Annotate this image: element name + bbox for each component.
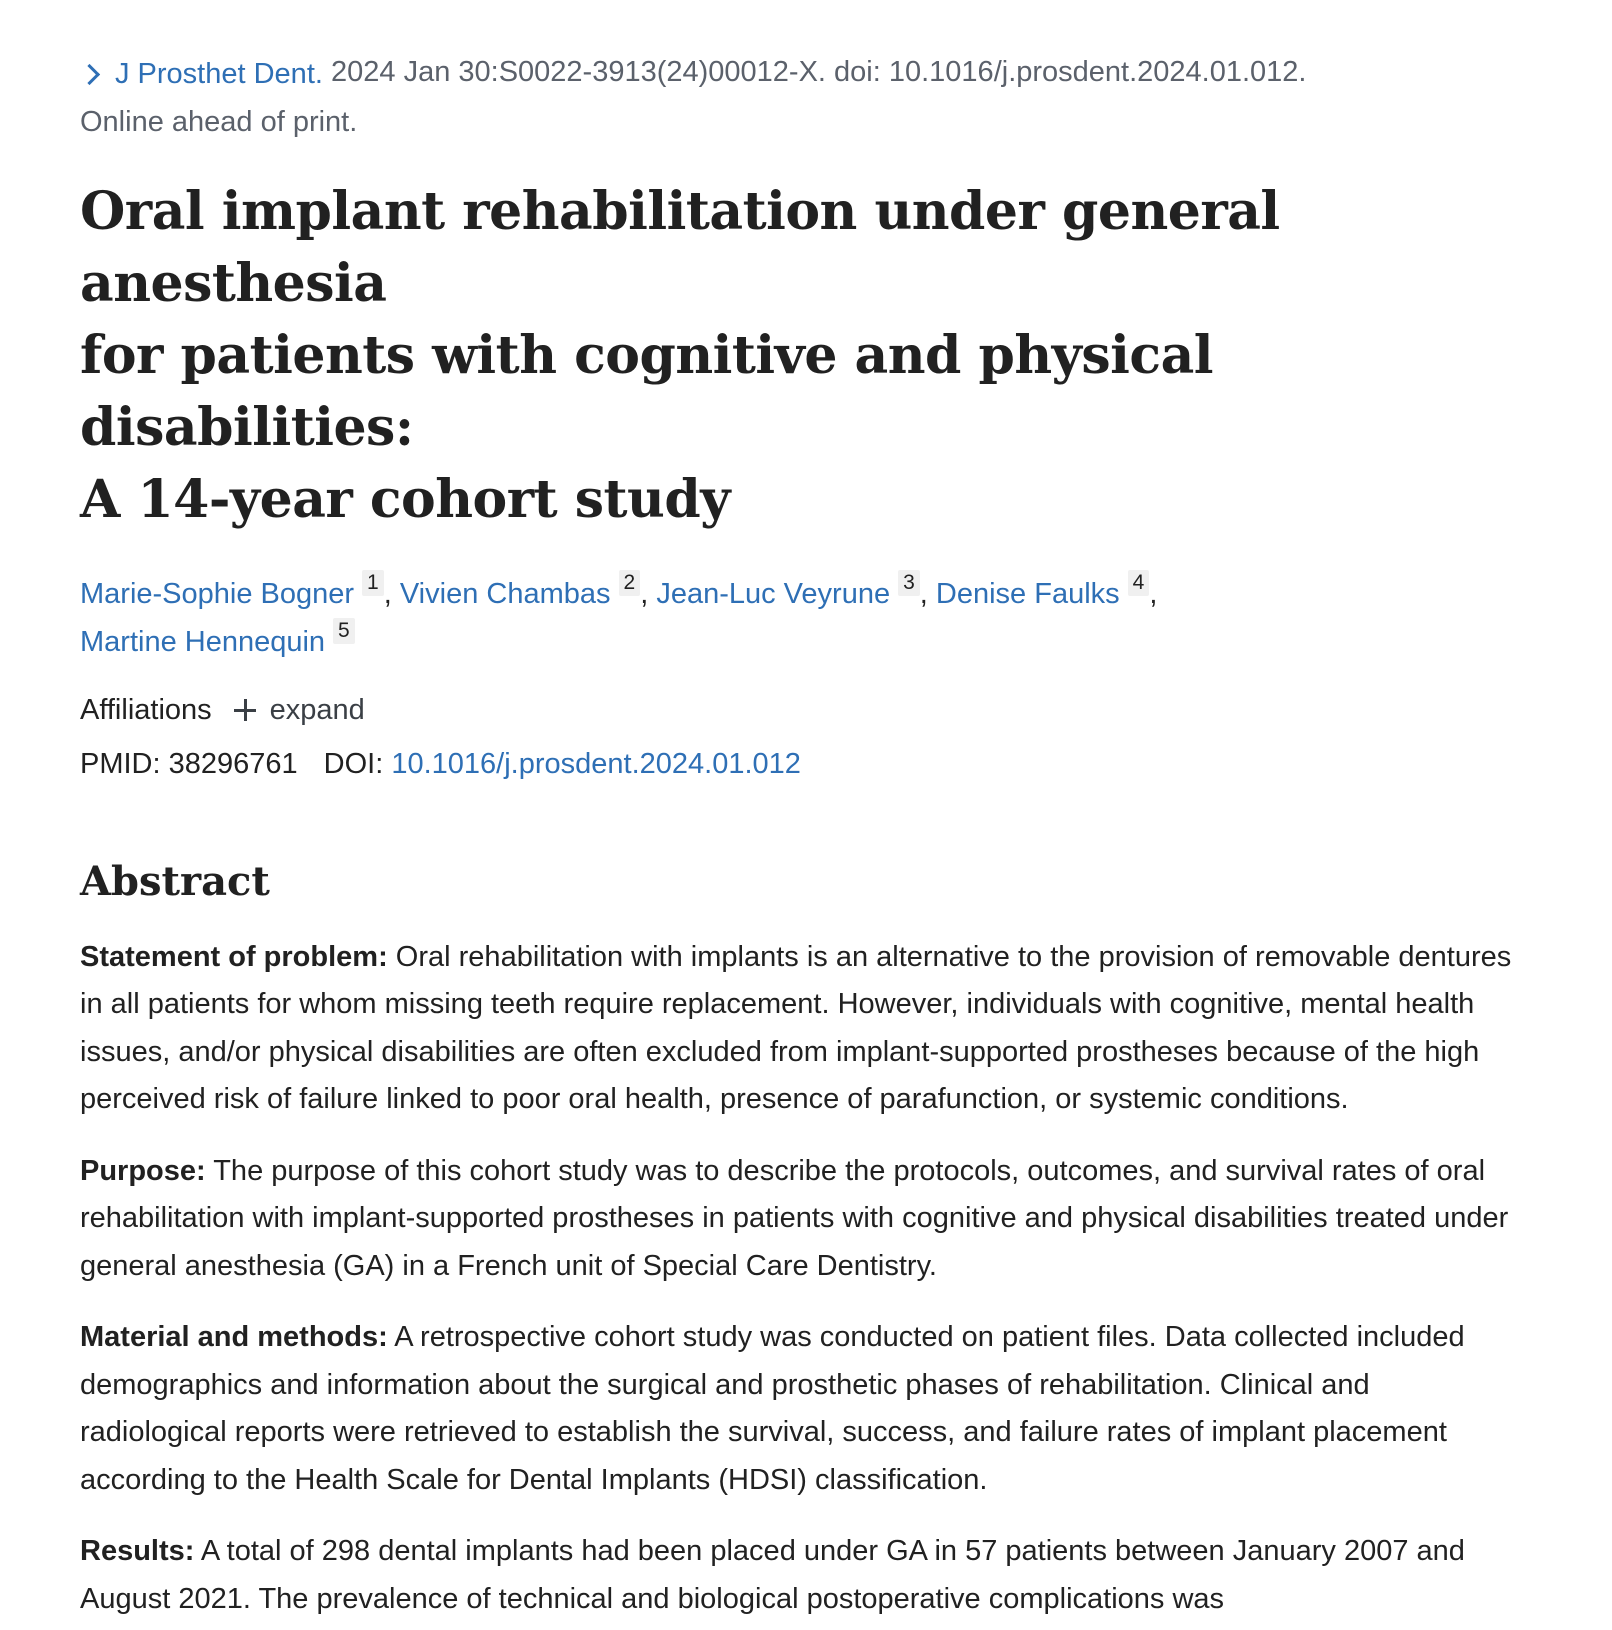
affiliation-ref[interactable]: 2 [619,570,641,596]
section-text: Oral rehabilitation with implants is an alternative to the provision of removable dentures in all patients for whom missing teeth require replacement. However, individuals with cognitive, mental health issues, and/or physical disabilities are often excluded from implant-supported prostheses because of the high perceived risk of failure linked to poor oral health, presence of parafunction, or systemic conditions. [80,940,1512,1115]
author-link[interactable]: Martine Hennequin [80,625,326,658]
affiliations-row [80,684,1520,736]
section-label: Results: [80,1535,195,1567]
abstract-body [80,934,1520,1624]
abstract-section [80,1528,1520,1623]
citation [80,48,1520,146]
affiliation-ref[interactable]: 3 [898,570,920,596]
section-label: Material and methods: [80,1321,388,1353]
citation-status: Online ahead of print. [80,105,358,138]
abstract-section [80,934,1520,1124]
author-link[interactable]: Vivien Chambas [399,577,611,610]
author-link[interactable]: Marie-Sophie Bogner [80,577,355,610]
pmid-value: 38296761 [168,747,298,780]
article-page [80,48,1520,1623]
journal-name: J Prosthet Dent. [115,57,323,90]
affiliations-label: Affiliations [80,693,212,726]
identifiers-row [80,738,1520,790]
section-label: Purpose: [80,1154,206,1187]
affiliation-ref[interactable]: 4 [1128,570,1150,596]
section-text: A total of 298 dental implants had been placed under GA in 57 patients between January 2007 and August 2021. The prevalence of technical and biological postoperative complications was [80,1535,1465,1615]
author-link[interactable]: Jean-Luc Veyrune [656,577,891,610]
abstract-heading: Abstract [80,857,270,905]
article-title: Oral implant rehabilitation under general anesthesia for patients with cognitive and physical disabilities: A 14-year cohort study [80,180,1280,530]
pmid-label: PMID: [80,747,161,780]
chevron-right-icon [79,64,100,85]
abstract-section [80,1314,1520,1504]
section-text: A retrospective cohort study was conducted on patient files. Data collected included demographics and information about the surgical and prosthetic phases of rehabilitation. Clinical and radiological reports were retrieved to establish the survival, success, and failure rates of implant placement according to the Health Scale for Dental Implants (HDSI) classification. [80,1321,1465,1496]
section-text: The purpose of this cohort study was to describe the protocols, outcomes, and survival rates of oral rehabilitation with implant-supported prostheses in patients with cognitive and physical disabilities treated under general anesthesia (GA) in a French unit of Special Care Dentistry. [80,1154,1509,1282]
plus-icon [234,699,256,721]
expand-affiliations-button[interactable] [234,684,365,736]
doi-label: DOI: [323,747,384,780]
doi-link[interactable]: 10.1016/j.prosdent.2024.01.012 [391,747,801,780]
author-list: Marie-Sophie Bogner 1 , Vivien Chambas 2 , Jean-Luc Veyrune 3 , Denise Faulks 4 , Martine Hennequin 5 [80,570,1158,658]
abstract-section [80,1148,1520,1291]
affiliation-ref[interactable]: 1 [362,570,384,596]
citation-details: 2024 Jan 30:S0022-3913(24)00012-X. doi: 10.1016/j.prosdent.2024.01.012. [322,56,1307,88]
affiliation-ref[interactable]: 5 [333,618,355,644]
author-link[interactable]: Denise Faulks [935,577,1120,610]
section-label: Statement of problem: [80,940,388,973]
expand-label: expand [269,693,365,726]
journal-link[interactable] [80,50,323,98]
